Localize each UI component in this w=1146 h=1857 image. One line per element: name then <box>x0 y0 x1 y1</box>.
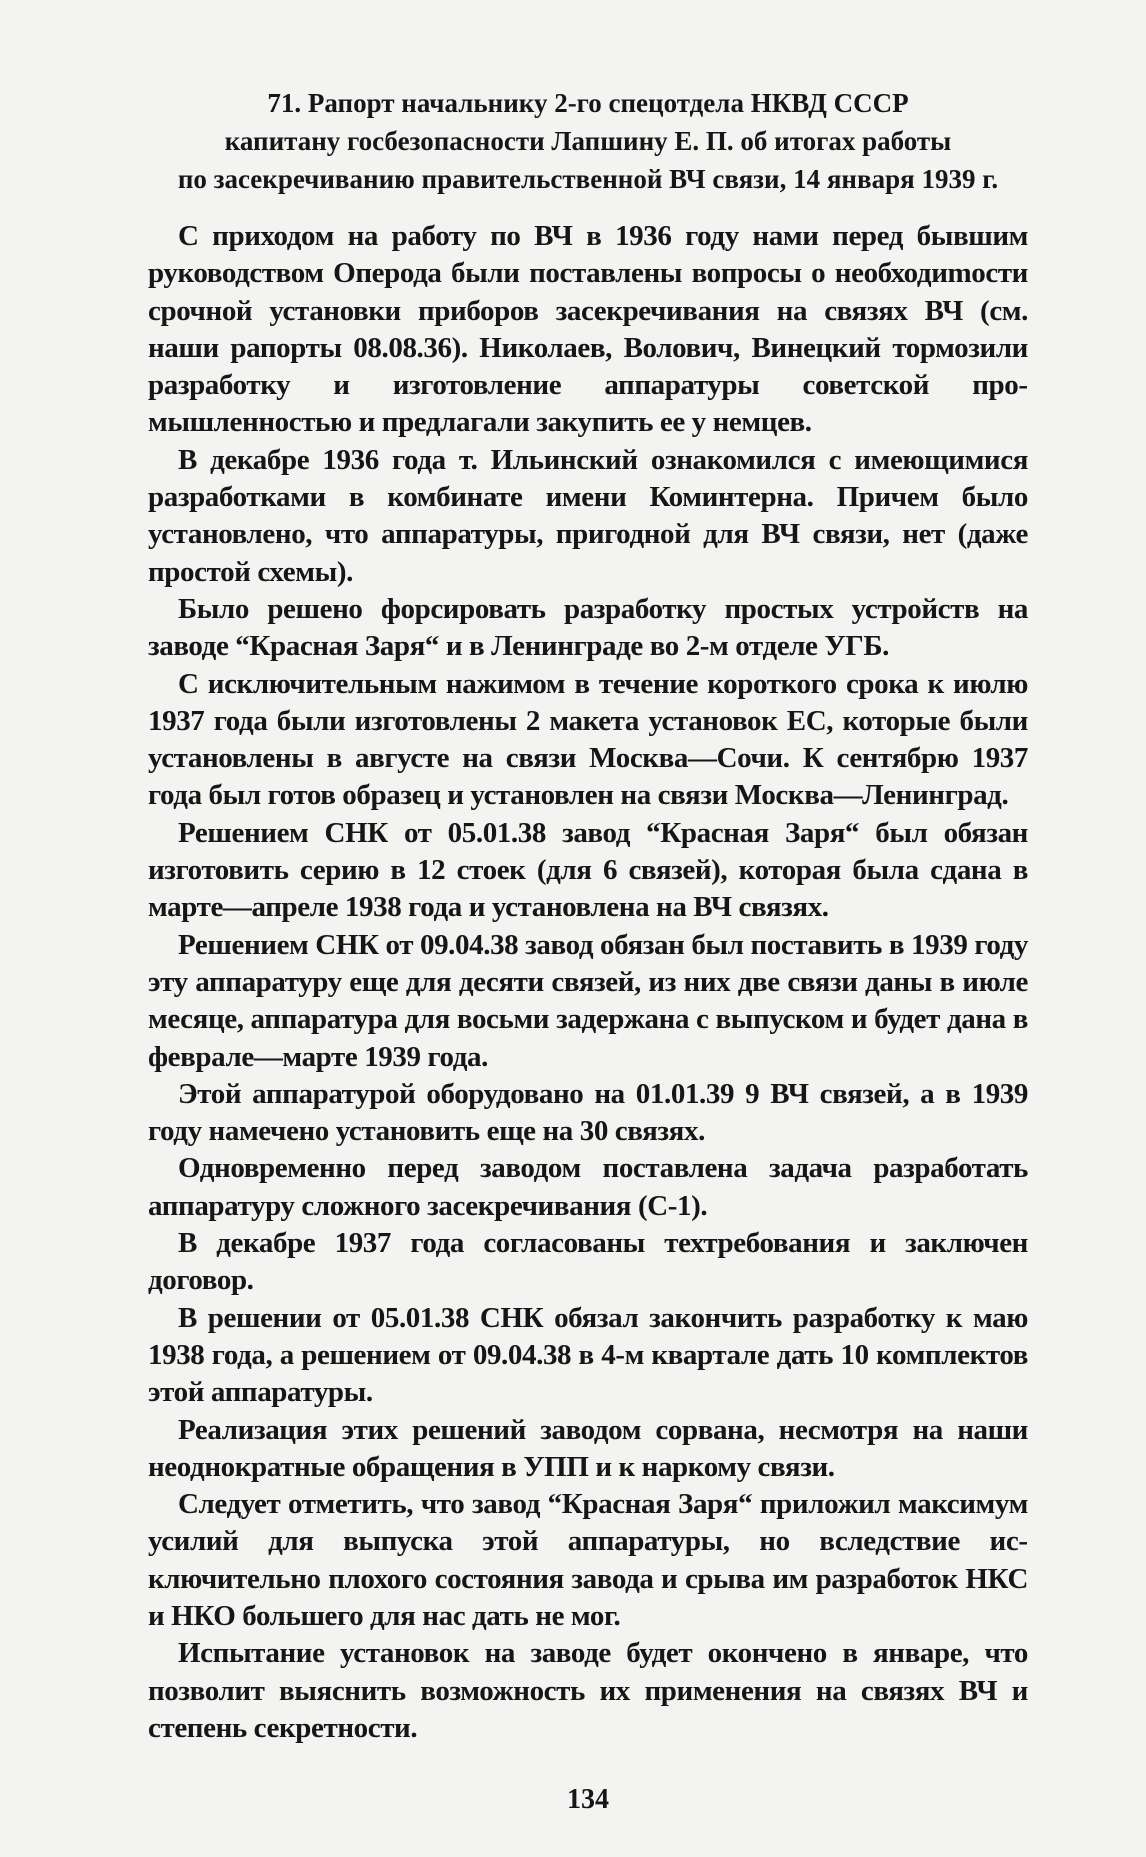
paragraph: С приходом на работу по ВЧ в 1936 году нами перед бывшим руководством Оперода были поставлены вопросы о необходиmости срочной установки приборов засекречивания на связях ВЧ (см. наши рапорты 08.08.36). Николаев, Волович, Винецкий тормозили разработку и изготовление аппаратуры советской промышленностью и предлагали закупить ее у немцев. <box>148 220 1028 439</box>
paragraph: В декабре 1937 года согласованы техтребования и заключен договор. <box>148 1227 1028 1297</box>
heading-line: по засекречиванию правительственной ВЧ связи, 14 января 1939 г. <box>177 164 999 194</box>
paragraph: Решением СНК от 05.01.38 завод “Красная Заря“ был обязан изготовить серию в 12 стоек (для 6 связей), которая была сдана в марте—апреле 1938 года и установлена на ВЧ связях. <box>148 816 1028 924</box>
paragraph: Одновременно перед заводом поставлена задача разработать аппаратуру сложного засекречивания (С-1). <box>148 1152 1028 1222</box>
heading-line: капитану госбезопасности Лапшину Е. П. об итогах работы <box>224 126 952 156</box>
paragraph: В решении от 05.01.38 СНК обязал закончить разработку к маю 1938 года, а решением от 09.04.38 в 4-м квартале дать 10 комплектов этой аппаратуры. <box>148 1301 1028 1409</box>
paragraph: Было решено форсировать разработку простых устройств на заводе “Красная Заря“ и в Ленинграде во 2-м отделе УГБ. <box>148 592 1028 663</box>
page-number: 134 <box>567 1784 609 1816</box>
paragraph: Этой аппаратурой оборудовано на 01.01.39 9 ВЧ связей, а в 1939 году намечено установить еще на 30 связях. <box>148 1077 1028 1148</box>
paragraph: Реализация этих решений заводом сорвана, несмотря на наши неоднократные обращения в УПП и к наркому связи. <box>148 1413 1028 1483</box>
paragraph: Решением СНК от 09.04.38 завод обязан был поставить в 1939 году эту аппаратуру еще для десяти связей, из них две связи даны в июле месяце, аппаратура для восьми задержана с выпуском и будет дана в феврале—марте 1939 года. <box>148 928 1028 1073</box>
document-heading <box>148 84 1028 198</box>
heading-line: 71. Рапорт начальнику 2-го спецотдела НКВД СССР <box>267 88 909 118</box>
paragraph: В декабре 1936 года т. Ильинский ознакомился с имеющимися разработками в комбинате имени Коминтерна. Причем было установлено, что аппаратуры, пригодной для ВЧ связи, нет (даже простой схемы). <box>148 443 1028 588</box>
paragraph: Испытание установок на заводе будет окончено в январе, что позволит выяснить возможность их применения на связях ВЧ и степень секретности. <box>148 1637 1028 1744</box>
paragraph: С исключительным нажимом в течение короткого срока к июлю 1937 года были изготовлены 2 макета установок ЕС, которые были установлены в августе на связи Москва—Сочи. К сентябрю 1937 года был готов образец и установлен на связи Москва—Ленинград. <box>148 667 1028 812</box>
paragraph: Следует отметить, что завод “Красная Заря“ приложил максимум усилий для выпуска этой аппаратуры, но вследствие исключительно плохого состояния завода и срыва им разработок НКС и НКО большего для нас дать не мог. <box>148 1488 1028 1632</box>
document-page <box>148 0 1028 1857</box>
